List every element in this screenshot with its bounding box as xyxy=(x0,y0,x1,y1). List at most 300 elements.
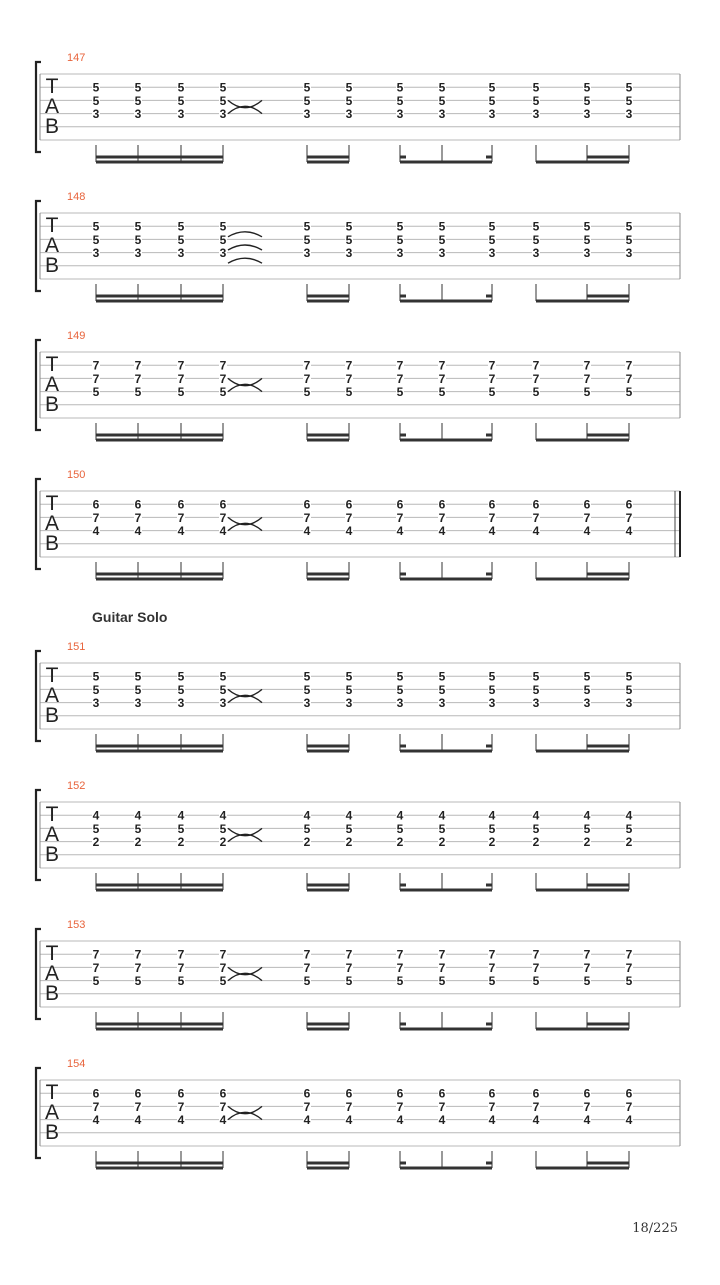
beam-primary xyxy=(307,439,349,442)
clef-letter-t: T xyxy=(45,664,59,687)
fret-number: 5 xyxy=(177,232,185,247)
fret-number: 4 xyxy=(532,1113,540,1128)
fret-number: 5 xyxy=(177,974,185,989)
fret-number: 5 xyxy=(345,80,353,95)
clef-letter-a: A xyxy=(44,962,60,985)
tie-arc xyxy=(228,245,262,250)
fret-number: 7 xyxy=(438,947,446,962)
beam-primary xyxy=(536,578,629,581)
fret-number: 3 xyxy=(92,246,100,261)
fret-number: 5 xyxy=(219,682,227,697)
beam-secondary xyxy=(96,745,223,748)
fret-number: 7 xyxy=(92,510,100,525)
fret-number: 5 xyxy=(219,385,227,400)
fret-number: 5 xyxy=(532,682,540,697)
fret-number: 4 xyxy=(219,808,227,823)
fret-number: 4 xyxy=(134,524,142,539)
fret-number: 3 xyxy=(396,246,404,261)
beam-secondary xyxy=(96,1023,223,1026)
fret-number: 7 xyxy=(177,1099,185,1114)
fret-number: 5 xyxy=(625,682,633,697)
fret-number: 7 xyxy=(177,510,185,525)
fret-number: 7 xyxy=(625,510,633,525)
fret-number: 5 xyxy=(345,232,353,247)
beam-secondary xyxy=(587,745,629,748)
tab-system xyxy=(36,1068,680,1170)
fret-number: 7 xyxy=(583,371,591,386)
beam-secondary xyxy=(307,745,349,748)
clef-letter-a: A xyxy=(44,684,60,707)
fret-number: 5 xyxy=(303,232,311,247)
clef-letter-a: A xyxy=(44,95,60,118)
fret-number: 6 xyxy=(134,497,142,512)
fret-number: 7 xyxy=(134,358,142,373)
fret-number: 5 xyxy=(219,93,227,108)
beam-primary xyxy=(96,1028,223,1031)
fret-number: 5 xyxy=(177,669,185,684)
fret-number: 3 xyxy=(345,246,353,261)
fret-number: 4 xyxy=(134,1113,142,1128)
fret-number: 7 xyxy=(488,510,496,525)
fret-number: 7 xyxy=(345,1099,353,1114)
beam-primary xyxy=(400,750,492,753)
fret-number: 7 xyxy=(396,510,404,525)
fret-number: 5 xyxy=(345,93,353,108)
fret-number: 7 xyxy=(303,358,311,373)
fret-number: 2 xyxy=(532,835,540,850)
fret-number: 5 xyxy=(219,219,227,234)
beam-secondary xyxy=(96,295,223,298)
fret-number: 7 xyxy=(345,358,353,373)
fret-number: 6 xyxy=(438,497,446,512)
beam-primary xyxy=(96,300,223,303)
beam-secondary xyxy=(587,1023,629,1026)
fret-number: 5 xyxy=(92,682,100,697)
fret-number: 4 xyxy=(92,524,100,539)
fret-number: 5 xyxy=(396,219,404,234)
beam-stub xyxy=(400,1023,406,1026)
fret-number: 5 xyxy=(92,80,100,95)
fret-number: 5 xyxy=(345,682,353,697)
fret-number: 5 xyxy=(488,974,496,989)
fret-number: 3 xyxy=(345,696,353,711)
fret-number: 5 xyxy=(219,232,227,247)
beam-secondary xyxy=(96,884,223,887)
fret-number: 5 xyxy=(583,80,591,95)
fret-number: 5 xyxy=(177,219,185,234)
fret-number: 7 xyxy=(583,947,591,962)
fret-number: 4 xyxy=(345,524,353,539)
fret-number: 4 xyxy=(345,1113,353,1128)
fret-number: 6 xyxy=(488,497,496,512)
fret-number: 3 xyxy=(438,107,446,122)
fret-number: 5 xyxy=(532,974,540,989)
clef-letter-a: A xyxy=(44,234,60,257)
fret-number: 5 xyxy=(177,385,185,400)
beam-secondary xyxy=(587,884,629,887)
fret-number: 4 xyxy=(438,1113,446,1128)
fret-number: 7 xyxy=(345,947,353,962)
fret-number: 5 xyxy=(396,821,404,836)
fret-number: 5 xyxy=(177,80,185,95)
beam-primary xyxy=(307,1167,349,1170)
fret-number: 5 xyxy=(583,232,591,247)
fret-number: 5 xyxy=(438,974,446,989)
clef-letter-t: T xyxy=(45,803,59,826)
fret-number: 3 xyxy=(303,107,311,122)
beam-stub xyxy=(400,1162,406,1165)
fret-number: 7 xyxy=(396,960,404,975)
fret-number: 4 xyxy=(92,1113,100,1128)
fret-number: 7 xyxy=(92,358,100,373)
fret-number: 5 xyxy=(303,682,311,697)
fret-number: 6 xyxy=(219,497,227,512)
fret-number: 5 xyxy=(438,682,446,697)
fret-number: 7 xyxy=(177,960,185,975)
clef-letter-b: B xyxy=(44,982,60,1005)
beam-primary xyxy=(536,750,629,753)
fret-number: 4 xyxy=(583,1113,591,1128)
fret-number: 3 xyxy=(396,696,404,711)
fret-number: 5 xyxy=(625,974,633,989)
clef-letter-t: T xyxy=(45,942,59,965)
fret-number: 7 xyxy=(488,358,496,373)
fret-number: 5 xyxy=(625,93,633,108)
fret-number: 3 xyxy=(92,107,100,122)
tab-system xyxy=(36,929,680,1031)
fret-number: 3 xyxy=(488,246,496,261)
clef-letter-b: B xyxy=(44,115,60,138)
fret-number: 4 xyxy=(488,1113,496,1128)
fret-number: 5 xyxy=(303,821,311,836)
fret-number: 2 xyxy=(134,835,142,850)
fret-number: 4 xyxy=(92,808,100,823)
clef-letter-a: A xyxy=(44,823,60,846)
tab-system xyxy=(36,201,680,303)
fret-number: 2 xyxy=(92,835,100,850)
fret-number: 7 xyxy=(625,358,633,373)
fret-number: 6 xyxy=(303,1086,311,1101)
tie-arc xyxy=(228,258,262,263)
fret-number: 7 xyxy=(177,947,185,962)
beam-primary xyxy=(96,439,223,442)
fret-number: 7 xyxy=(134,947,142,962)
measure-number: 153 xyxy=(67,919,86,931)
beam-stub xyxy=(486,295,492,298)
fret-number: 5 xyxy=(625,669,633,684)
fret-number: 7 xyxy=(488,947,496,962)
fret-number: 6 xyxy=(396,1086,404,1101)
fret-number: 2 xyxy=(438,835,446,850)
fret-number: 6 xyxy=(396,497,404,512)
fret-number: 7 xyxy=(303,947,311,962)
beam-secondary xyxy=(307,1162,349,1165)
beam-stub xyxy=(400,884,406,887)
beam-stub xyxy=(486,1162,492,1165)
beam-primary xyxy=(96,889,223,892)
fret-number: 2 xyxy=(303,835,311,850)
fret-number: 3 xyxy=(345,107,353,122)
measure-number: 151 xyxy=(67,641,86,653)
fret-number: 4 xyxy=(625,1113,633,1128)
fret-number: 5 xyxy=(134,219,142,234)
fret-number: 5 xyxy=(345,974,353,989)
fret-number: 6 xyxy=(177,1086,185,1101)
fret-number: 5 xyxy=(396,385,404,400)
fret-number: 3 xyxy=(438,246,446,261)
fret-number: 3 xyxy=(219,246,227,261)
fret-number: 7 xyxy=(92,947,100,962)
fret-number: 7 xyxy=(396,358,404,373)
fret-number: 3 xyxy=(625,246,633,261)
fret-number: 5 xyxy=(488,80,496,95)
fret-number: 7 xyxy=(532,947,540,962)
fret-number: 5 xyxy=(303,219,311,234)
beam-stub xyxy=(400,434,406,437)
fret-number: 5 xyxy=(583,669,591,684)
fret-number: 5 xyxy=(92,232,100,247)
beam-secondary xyxy=(307,1023,349,1026)
fret-number: 7 xyxy=(303,371,311,386)
fret-number: 5 xyxy=(438,232,446,247)
beam-secondary xyxy=(96,1162,223,1165)
fret-number: 6 xyxy=(92,497,100,512)
clef-letter-t: T xyxy=(45,1081,59,1104)
fret-number: 7 xyxy=(345,960,353,975)
measure-number: 150 xyxy=(67,469,86,481)
fret-number: 5 xyxy=(177,93,185,108)
beam-primary xyxy=(96,1167,223,1170)
fret-number: 5 xyxy=(583,93,591,108)
fret-number: 6 xyxy=(488,1086,496,1101)
fret-number: 6 xyxy=(219,1086,227,1101)
beam-stub xyxy=(486,745,492,748)
fret-number: 7 xyxy=(532,510,540,525)
page-number: 18/225 xyxy=(632,1221,678,1236)
fret-number: 4 xyxy=(134,808,142,823)
fret-number: 7 xyxy=(219,371,227,386)
beam-stub xyxy=(486,573,492,576)
fret-number: 5 xyxy=(488,219,496,234)
fret-number: 7 xyxy=(219,358,227,373)
beam-primary xyxy=(400,439,492,442)
fret-number: 7 xyxy=(219,947,227,962)
fret-number: 5 xyxy=(396,80,404,95)
beam-secondary xyxy=(307,573,349,576)
fret-number: 5 xyxy=(438,669,446,684)
fret-number: 6 xyxy=(438,1086,446,1101)
beam-stub xyxy=(486,156,492,159)
fret-number: 5 xyxy=(303,385,311,400)
fret-number: 4 xyxy=(219,1113,227,1128)
fret-number: 5 xyxy=(219,80,227,95)
fret-number: 2 xyxy=(345,835,353,850)
fret-number: 3 xyxy=(625,107,633,122)
fret-number: 5 xyxy=(345,385,353,400)
fret-number: 7 xyxy=(532,960,540,975)
measure-number: 154 xyxy=(67,1058,86,1070)
fret-number: 6 xyxy=(625,497,633,512)
fret-number: 5 xyxy=(532,385,540,400)
fret-number: 2 xyxy=(625,835,633,850)
fret-number: 5 xyxy=(303,669,311,684)
fret-number: 7 xyxy=(134,510,142,525)
clef-letter-t: T xyxy=(45,353,59,376)
fret-number: 7 xyxy=(625,947,633,962)
beam-secondary xyxy=(587,573,629,576)
fret-number: 7 xyxy=(177,358,185,373)
fret-number: 5 xyxy=(532,669,540,684)
clef-letter-b: B xyxy=(44,704,60,727)
fret-number: 5 xyxy=(532,80,540,95)
beam-stub xyxy=(486,434,492,437)
fret-number: 5 xyxy=(625,219,633,234)
beam-primary xyxy=(400,300,492,303)
fret-number: 4 xyxy=(219,524,227,539)
measure-number: 148 xyxy=(67,191,86,203)
fret-number: 3 xyxy=(177,246,185,261)
beam-primary xyxy=(536,1028,629,1031)
fret-number: 4 xyxy=(396,1113,404,1128)
beam-primary xyxy=(307,750,349,753)
fret-number: 4 xyxy=(396,524,404,539)
fret-number: 5 xyxy=(583,682,591,697)
fret-number: 5 xyxy=(532,93,540,108)
fret-number: 2 xyxy=(396,835,404,850)
fret-number: 5 xyxy=(134,385,142,400)
fret-number: 5 xyxy=(625,80,633,95)
measure-number: 147 xyxy=(67,52,86,64)
fret-number: 6 xyxy=(92,1086,100,1101)
fret-number: 7 xyxy=(92,960,100,975)
beam-primary xyxy=(536,161,629,164)
fret-number: 7 xyxy=(488,371,496,386)
fret-number: 4 xyxy=(438,808,446,823)
fret-number: 4 xyxy=(488,524,496,539)
fret-number: 5 xyxy=(303,93,311,108)
fret-number: 7 xyxy=(177,371,185,386)
tab-system xyxy=(36,651,680,753)
tie-arc xyxy=(228,232,262,237)
fret-number: 7 xyxy=(134,371,142,386)
fret-number: 6 xyxy=(177,497,185,512)
beam-secondary xyxy=(307,434,349,437)
beam-secondary xyxy=(587,156,629,159)
beam-primary xyxy=(400,1167,492,1170)
fret-number: 7 xyxy=(134,1099,142,1114)
fret-number: 5 xyxy=(134,232,142,247)
fret-number: 3 xyxy=(583,696,591,711)
fret-number: 5 xyxy=(532,219,540,234)
clef-letter-t: T xyxy=(45,75,59,98)
fret-number: 7 xyxy=(532,371,540,386)
fret-number: 6 xyxy=(583,1086,591,1101)
fret-number: 5 xyxy=(134,93,142,108)
beam-secondary xyxy=(587,295,629,298)
beam-secondary xyxy=(307,884,349,887)
fret-number: 5 xyxy=(396,93,404,108)
fret-number: 5 xyxy=(488,682,496,697)
fret-number: 7 xyxy=(134,960,142,975)
clef-letter-t: T xyxy=(45,492,59,515)
clef-letter-t: T xyxy=(45,214,59,237)
fret-number: 5 xyxy=(92,974,100,989)
beam-primary xyxy=(400,161,492,164)
beam-primary xyxy=(536,439,629,442)
fret-number: 7 xyxy=(625,1099,633,1114)
measure-number: 149 xyxy=(67,330,86,342)
fret-number: 3 xyxy=(625,696,633,711)
fret-number: 7 xyxy=(345,371,353,386)
fret-number: 3 xyxy=(219,696,227,711)
fret-number: 6 xyxy=(303,497,311,512)
clef-letter-b: B xyxy=(44,254,60,277)
fret-number: 7 xyxy=(438,960,446,975)
beam-stub xyxy=(486,1023,492,1026)
fret-number: 6 xyxy=(583,497,591,512)
fret-number: 7 xyxy=(219,960,227,975)
fret-number: 7 xyxy=(219,510,227,525)
fret-number: 4 xyxy=(583,524,591,539)
fret-number: 3 xyxy=(488,696,496,711)
fret-number: 5 xyxy=(625,385,633,400)
fret-number: 5 xyxy=(438,80,446,95)
fret-number: 3 xyxy=(396,107,404,122)
fret-number: 2 xyxy=(583,835,591,850)
fret-number: 5 xyxy=(92,219,100,234)
fret-number: 5 xyxy=(345,219,353,234)
fret-number: 7 xyxy=(488,1099,496,1114)
fret-number: 5 xyxy=(396,232,404,247)
beam-primary xyxy=(536,300,629,303)
measure-number: 152 xyxy=(67,780,86,792)
fret-number: 5 xyxy=(396,682,404,697)
clef-letter-a: A xyxy=(44,373,60,396)
beam-secondary xyxy=(307,156,349,159)
fret-number: 5 xyxy=(92,669,100,684)
fret-number: 4 xyxy=(303,1113,311,1128)
fret-number: 4 xyxy=(396,808,404,823)
fret-number: 5 xyxy=(438,821,446,836)
fret-number: 3 xyxy=(532,696,540,711)
fret-number: 3 xyxy=(219,107,227,122)
fret-number: 5 xyxy=(488,232,496,247)
beam-primary xyxy=(307,889,349,892)
fret-number: 4 xyxy=(303,808,311,823)
beam-secondary xyxy=(96,573,223,576)
fret-number: 4 xyxy=(488,808,496,823)
tab-system xyxy=(36,790,680,892)
fret-number: 4 xyxy=(177,1113,185,1128)
fret-number: 5 xyxy=(134,80,142,95)
fret-number: 7 xyxy=(625,960,633,975)
beam-primary xyxy=(400,1028,492,1031)
fret-number: 5 xyxy=(438,385,446,400)
fret-number: 4 xyxy=(532,524,540,539)
fret-number: 3 xyxy=(438,696,446,711)
fret-number: 6 xyxy=(532,1086,540,1101)
fret-number: 4 xyxy=(625,524,633,539)
fret-number: 4 xyxy=(345,808,353,823)
fret-number: 7 xyxy=(583,510,591,525)
fret-number: 7 xyxy=(92,1099,100,1114)
fret-number: 3 xyxy=(134,696,142,711)
beam-primary xyxy=(96,578,223,581)
beam-stub xyxy=(400,573,406,576)
fret-number: 3 xyxy=(532,107,540,122)
tab-system xyxy=(36,62,680,164)
fret-number: 7 xyxy=(92,371,100,386)
